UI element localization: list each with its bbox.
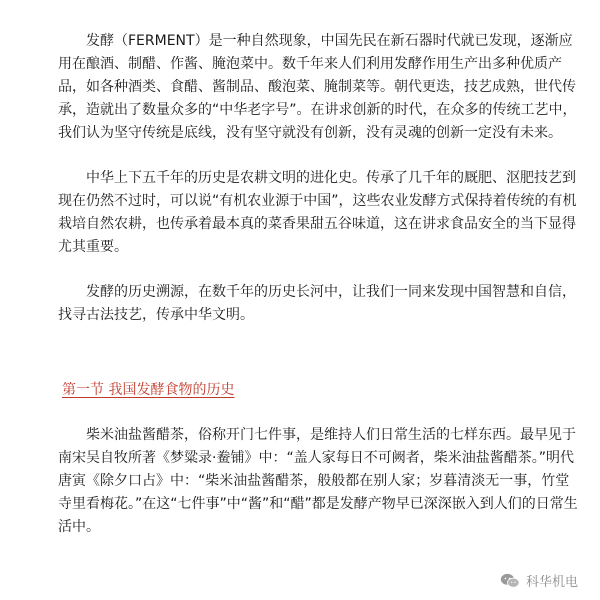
section-title: 第一节 我国发酵食物的历史 xyxy=(62,382,235,398)
intro-paragraph-2: 中华上下五千年的历史是农耕文明的进化史。传承了几千年的厩肥、沤肥技艺到现在仍然不过时，可以说“有机农业源于中国”，这些农业发酵方式保持着传统的有机栽培自然农耕，也传承着最本真的菜香果甜五谷味道，这在讲求食品安全的当下显得尤其重要。 xyxy=(58,170,577,255)
watermark-text: 科华机电 xyxy=(525,575,578,590)
intro-paragraph-3: 发酵的历史溯源，在数千年的历史长河中，让我们一同来发现中国智慧和自信，找寻古法技艺，传承中华文明。 xyxy=(58,284,576,323)
section-paragraph: 柴米油盐酱醋茶，俗称开门七件事，是维持人们日常生活的七样东西。最早见于南宋吴自牧所著《梦粱录·鲞铺》中：“盖人家每日不可阙者，柴米油盐酱醋茶。”明代唐寅《除夕口占》中：“柴米油盐酱醋茶，般般都在别人家；岁暮清淡无一事，竹堂寺里看梅花。”在这“七件事”中“酱”和“醋”都是发酵产物早已深深嵌入到人们的日常生活中。 xyxy=(58,427,578,535)
watermark xyxy=(500,571,578,590)
intro-paragraph-1: 发酵（FERMENT）是一种自然现象，中国先民在新石器时代就已发现，逐渐应用在酿酒、制醋、作酱、腌泡菜中。数千年来人们利用发酵作用生产出多种优质产品，如各种酒类、食醋、酱制品、酸泡菜、腌制菜等。朝代更迭，技艺成熟，世代传承，造就出了数量众多的“中华老字号”。在讲求创新的时代，在众多的传统工艺中，我们认为坚守传统是底线，没有坚守就没有创新，没有灵魂的创新一定没有未来。 xyxy=(58,33,577,141)
wechat-icon xyxy=(500,572,520,590)
document-body xyxy=(58,30,578,539)
